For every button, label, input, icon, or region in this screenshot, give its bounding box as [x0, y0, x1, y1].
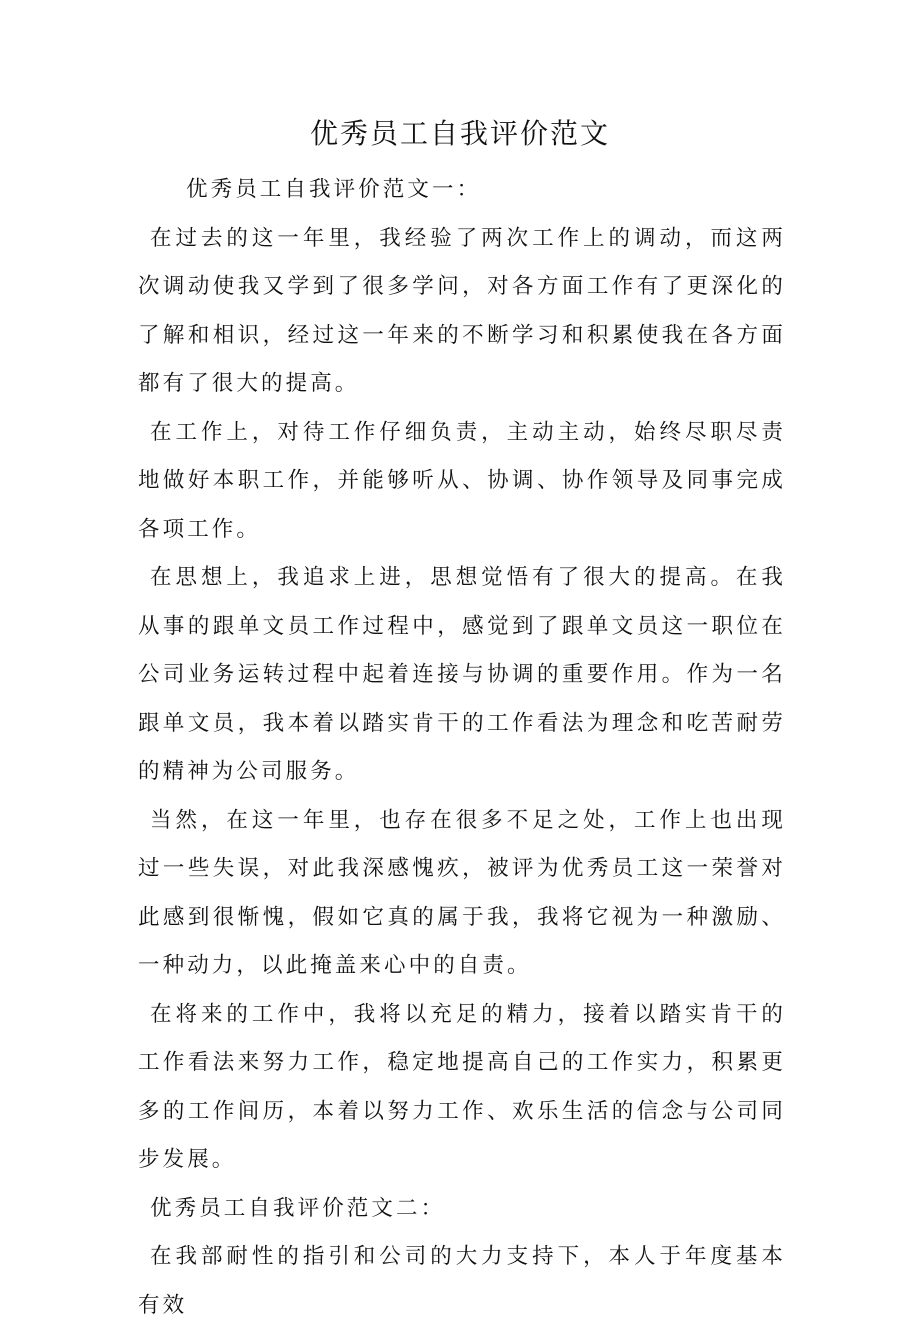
paragraph: 在我部耐性的指引和公司的大力支持下，本人于年度基本有效: [138, 1244, 786, 1318]
paragraph: 在过去的这一年里，我经验了两次工作上的调动，而这两次调动使我又学到了很多学问，对各方面工作有了更深化的了解和相识，经过这一年来的不断学习和积累使我在各方面都有了很大的提高。: [138, 225, 786, 396]
section-heading-1: 优秀员工自我评价范文一：: [186, 177, 482, 202]
paragraph: 当然，在这一年里，也存在很多不足之处，工作上也出现过一些失误，对此我深感愧疚，被评为优秀员工这一荣誉对此感到很惭愧，假如它真的属于我，我将它视为一种激励、一种动力，以此掩盖来心中的自责。: [138, 807, 786, 978]
section-heading-2: 优秀员工自我评价范文二：: [150, 1195, 446, 1221]
paragraph: 在工作上，对待工作仔细负责，主动主动，始终尽职尽责地做好本职工作，并能够听从、协调、协作领导及同事完成各项工作。: [138, 419, 786, 542]
paragraph: 在思想上，我追求上进，思想觉悟有了很大的提高。在我从事的跟单文员工作过程中，感觉到了跟单文员这一职位在公司业务运转过程中起着连接与协调的重要作用。作为一名跟单文员，我本着以踏实肯干的工作看法为理念和吃苦耐劳的精神为公司服务。: [138, 565, 786, 784]
document-body: [138, 166, 786, 1330]
document-title: 优秀员工自我评价范文: [309, 117, 610, 150]
paragraph: 在将来的工作中，我将以充足的精力，接着以踏实肯干的工作看法来努力工作，稳定地提高自己的工作实力，积累更多的工作间历，本着以努力工作、欢乐生活的信念与公司同步发展。: [138, 1001, 786, 1172]
